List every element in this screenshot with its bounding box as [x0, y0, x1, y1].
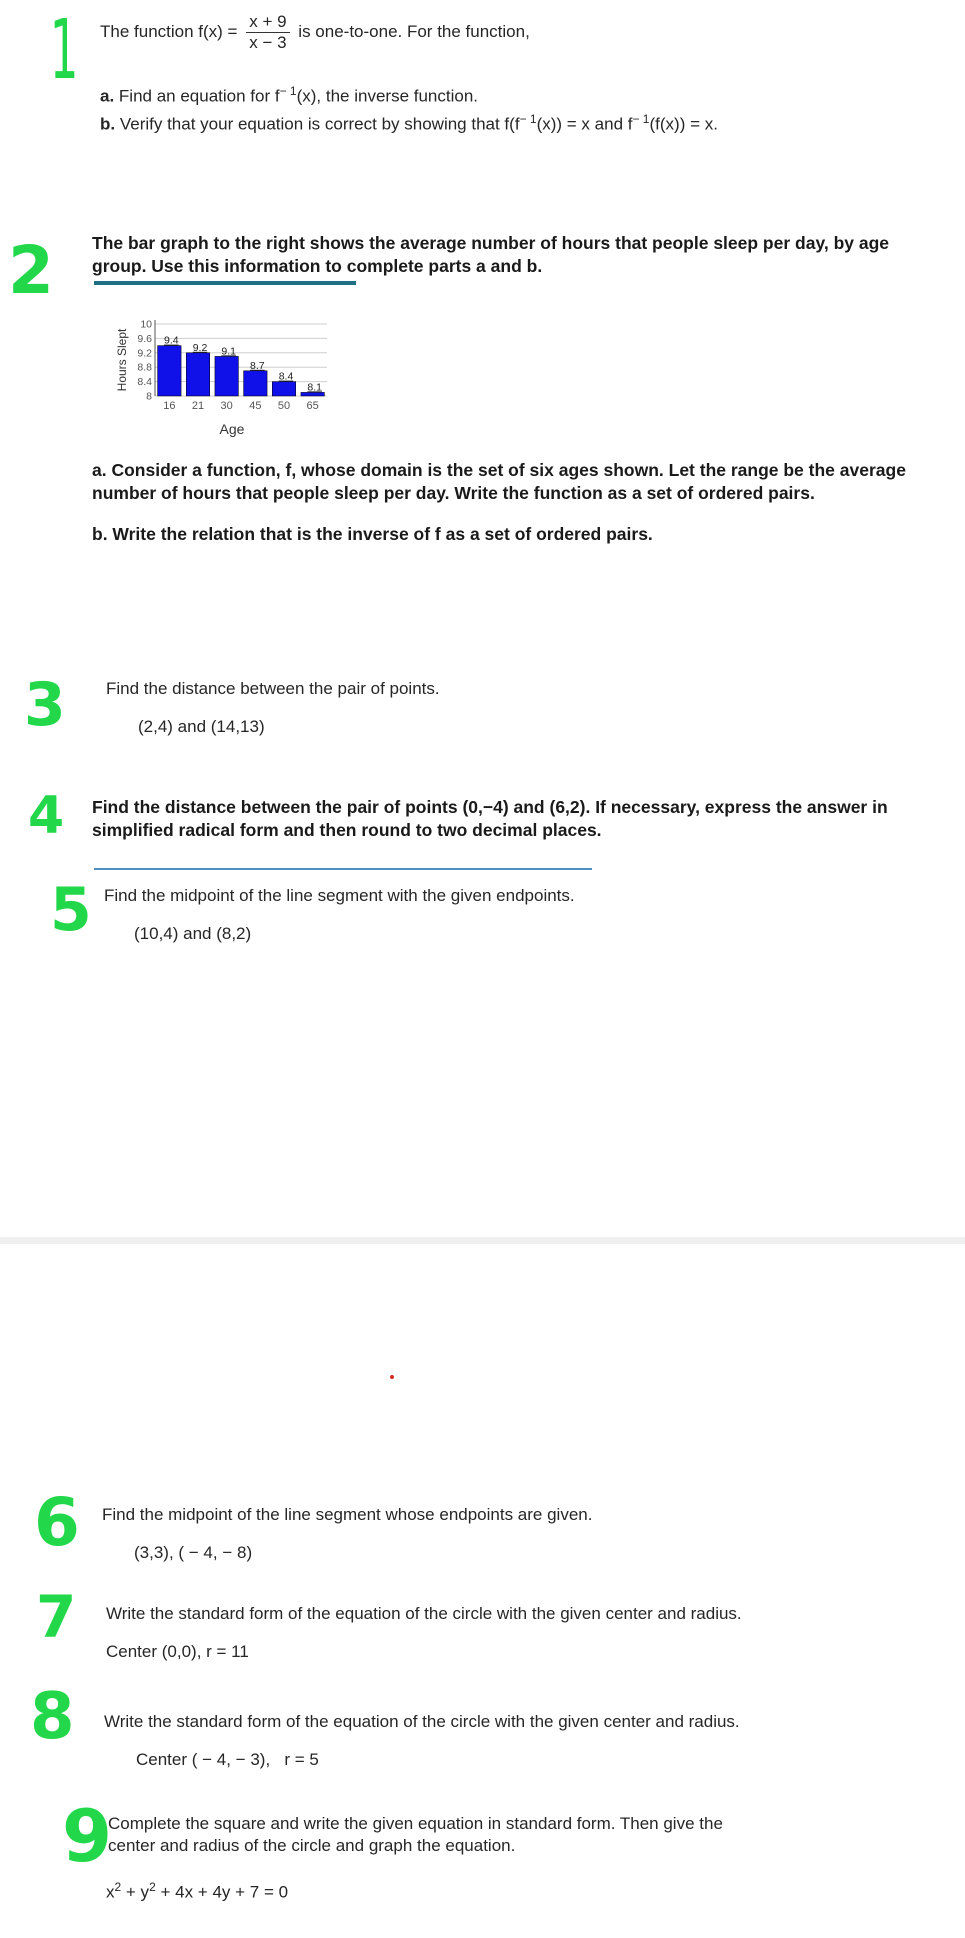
- chart-data-label: 8.1: [307, 381, 322, 394]
- chart-bar: [244, 371, 268, 396]
- q8-detail: Center ( − 4, − 3), r = 5: [136, 1750, 319, 1769]
- chart-y-tick-label: 9.2: [137, 347, 152, 360]
- chart-x-tick-label: 65: [306, 400, 319, 412]
- q4-divider: [94, 868, 592, 870]
- chart-data-label: 8.4: [278, 370, 294, 383]
- q3-points: (2,4) and (14,13): [138, 717, 265, 736]
- q4-prompt: Find the distance between the pair of points (0,−4) and (6,2). If necessary, express the answer in simplified radical form and then round to two decimal places.: [92, 797, 888, 840]
- chart-y-tick-label: 8: [146, 390, 152, 403]
- chart-bar: [158, 346, 182, 396]
- chart-x-tick-label: 16: [163, 400, 176, 412]
- q2-underline: [94, 281, 356, 285]
- chart-data-label: 9.4: [164, 334, 179, 347]
- question-number-4: 4: [28, 786, 65, 846]
- red-dot: [390, 1375, 394, 1379]
- chart-y-tick-labels: [137, 319, 152, 403]
- chart-bar: [215, 356, 239, 396]
- question-number-3: 3: [24, 670, 66, 740]
- q1-fraction: $\frac{x + 9}{x - 3}$: [246, 12, 289, 53]
- chart-y-tick-label: 8.8: [137, 361, 152, 374]
- q2-part-b: b. Write the relation that is the inverse of f as a set of ordered pairs.: [92, 524, 653, 544]
- q6-points: (3,3), ( − 4, − 8): [134, 1543, 253, 1562]
- chart-bar: [186, 353, 210, 396]
- question-number-7: 7: [36, 1583, 77, 1651]
- question-number-9: 9: [62, 1794, 113, 1878]
- chart-y-tick-label: 10: [140, 318, 152, 331]
- chart-bar: [272, 382, 296, 396]
- q7-prompt: Write the standard form of the equation of the circle with the given center and radius.: [106, 1604, 742, 1623]
- q1-prompt: The function f(x) = $\frac{x + 9}{x - 3}$ is one-to-one. For the function,: [100, 12, 530, 52]
- q1-part-a: a. Find an equation for $f^{- 1}(x)$, the inverse function.: [100, 84, 479, 106]
- chart-x-tick-labels: [163, 400, 319, 412]
- question-number-5: 5: [50, 875, 92, 945]
- q8-prompt: Write the standard form of the equation of the circle with the given center and radius.: [104, 1712, 740, 1731]
- q3-prompt: Find the distance between the pair of points.: [106, 679, 440, 698]
- chart-x-tick-label: 45: [249, 400, 262, 412]
- q5-prompt: Find the midpoint of the line segment with the given endpoints.: [104, 886, 575, 905]
- chart-x-tick-label: 30: [220, 400, 233, 412]
- question-number-8: 8: [30, 1680, 75, 1754]
- chart-y-tick-label: 9.6: [137, 332, 152, 345]
- q2-intro: The bar graph to the right shows the average number of hours that people sleep per day, by age group. Use this information to complete parts a and b.: [92, 233, 890, 276]
- q9-equation: $x^2 + y^2 + 4x + 4y + 7 = 0$: [106, 1880, 289, 1902]
- q9-prompt: Complete the square and write the given equation in standard form. Then give the center and radius of the circle and graph the equation.: [108, 1814, 723, 1855]
- chart-y-tick-label: 8.4: [137, 376, 152, 389]
- q1-part-b: b. Verify that your equation is correct by showing that $f(f^{- 1}(x)) = x$ and $f^{- 1}(f(x)) = x$.: [100, 112, 718, 134]
- chart-data-label: 8.7: [250, 359, 265, 372]
- question-number-2: 2: [8, 232, 54, 309]
- question-number-6: 6: [34, 1484, 80, 1561]
- q5-points: (10,4) and (8,2): [134, 924, 252, 943]
- chart-data-label: 9.1: [221, 345, 236, 358]
- chart-x-tick-label: 21: [191, 400, 205, 412]
- chart-y-axis-label: Hours Slept: [115, 328, 129, 392]
- chart-x-axis-label: Age: [219, 421, 245, 437]
- q7-detail: Center (0,0), r = 11: [106, 1642, 249, 1661]
- chart-data-label: 9.2: [192, 341, 208, 354]
- page-break: [0, 1237, 965, 1244]
- chart-x-tick-label: 50: [277, 400, 291, 412]
- q6-prompt: Find the midpoint of the line segment whose endpoints are given.: [102, 1505, 593, 1524]
- q2-part-a: a. Consider a function, f, whose domain is the set of six ages shown. Let the range be the average number of hours that people sleep per day. Write the function as a set of ordered pairs.: [92, 460, 906, 503]
- sleep-bar-chart: [105, 312, 345, 442]
- question-number-1: 1: [49, 3, 79, 98]
